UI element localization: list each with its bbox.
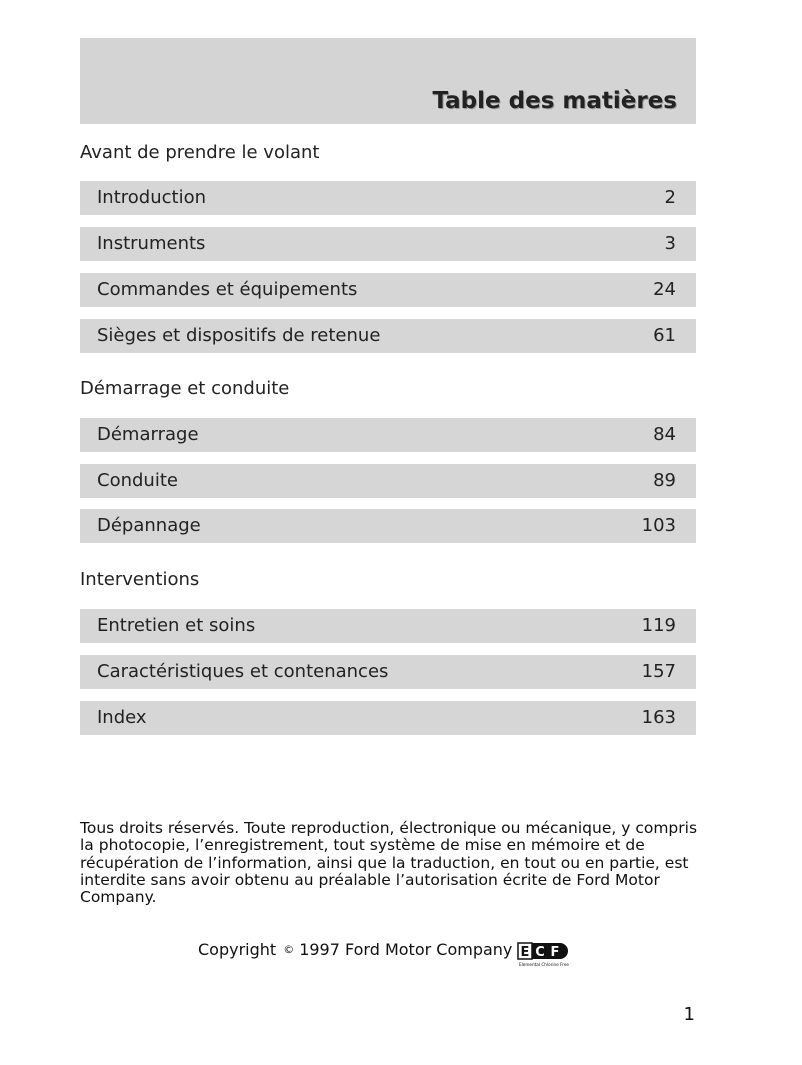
section-heading: Avant de prendre le volant xyxy=(80,142,320,163)
copyright-text: 1997 Ford Motor Company xyxy=(299,940,513,959)
svg-text:F: F xyxy=(550,945,560,960)
toc-entry-label: Conduite xyxy=(97,470,178,491)
toc-entry-depannage[interactable] xyxy=(80,509,696,543)
toc-entry-introduction[interactable] xyxy=(80,181,696,215)
toc-entry-page: 24 xyxy=(653,279,676,300)
toc-entry-label: Démarrage xyxy=(97,424,199,445)
toc-entry-label: Instruments xyxy=(97,233,206,254)
svg-text:C: C xyxy=(535,945,545,960)
toc-entry-page: 89 xyxy=(653,470,676,491)
toc-entry-page: 61 xyxy=(653,325,676,346)
toc-entry-commandes[interactable] xyxy=(80,273,696,307)
toc-entry-page: 84 xyxy=(653,424,676,445)
toc-entry-entretien[interactable] xyxy=(80,609,696,643)
toc-entry-label: Commandes et équipements xyxy=(97,279,358,300)
copyright-line xyxy=(198,940,512,959)
toc-entry-page: 157 xyxy=(641,661,676,682)
copyright-symbol: © xyxy=(283,943,295,956)
legal-notice: Tous droits réservés. Toute reproduction, électronique ou mécanique, y compris la photocopie, l’enregistrement, tout système de mise en mémoire et de récupération de l’information, ainsi que la traduction, en tout ou en partie, est interdite sans avoir obtenu au préalable l’autorisation écrite de Ford Motor Company. xyxy=(80,819,698,907)
toc-entry-label: Caractéristiques et contenances xyxy=(97,661,389,682)
header-band xyxy=(80,38,696,124)
svg-text:Elemental Chlorine Free: Elemental Chlorine Free xyxy=(518,962,570,967)
page-title: Table des matières xyxy=(432,88,677,114)
toc-entry-page: 119 xyxy=(641,615,676,636)
toc-entry-label: Entretien et soins xyxy=(97,615,256,636)
toc-entry-page: 163 xyxy=(641,707,676,728)
toc-entry-label: Dépannage xyxy=(97,515,201,536)
copyright-prefix: Copyright xyxy=(198,940,277,959)
toc-entry-label: Index xyxy=(97,707,147,728)
toc-entry-label: Introduction xyxy=(97,187,207,208)
toc-entry-page: 2 xyxy=(664,187,676,208)
toc-entry-index[interactable] xyxy=(80,701,696,735)
ecf-logo-icon xyxy=(516,942,572,968)
svg-text:E: E xyxy=(520,945,530,960)
toc-entry-caracteristiques[interactable] xyxy=(80,655,696,689)
toc-entry-demarrage[interactable] xyxy=(80,418,696,452)
toc-entry-instruments[interactable] xyxy=(80,227,696,261)
toc-entry-page: 3 xyxy=(664,233,676,254)
page-number: 1 xyxy=(683,1004,695,1025)
section-heading: Démarrage et conduite xyxy=(80,378,290,399)
toc-entry-sieges[interactable] xyxy=(80,319,696,353)
toc-entry-label: Sièges et dispositifs de retenue xyxy=(97,325,381,346)
toc-entry-page: 103 xyxy=(641,515,676,536)
section-heading: Interventions xyxy=(80,569,200,590)
toc-entry-conduite[interactable] xyxy=(80,464,696,498)
